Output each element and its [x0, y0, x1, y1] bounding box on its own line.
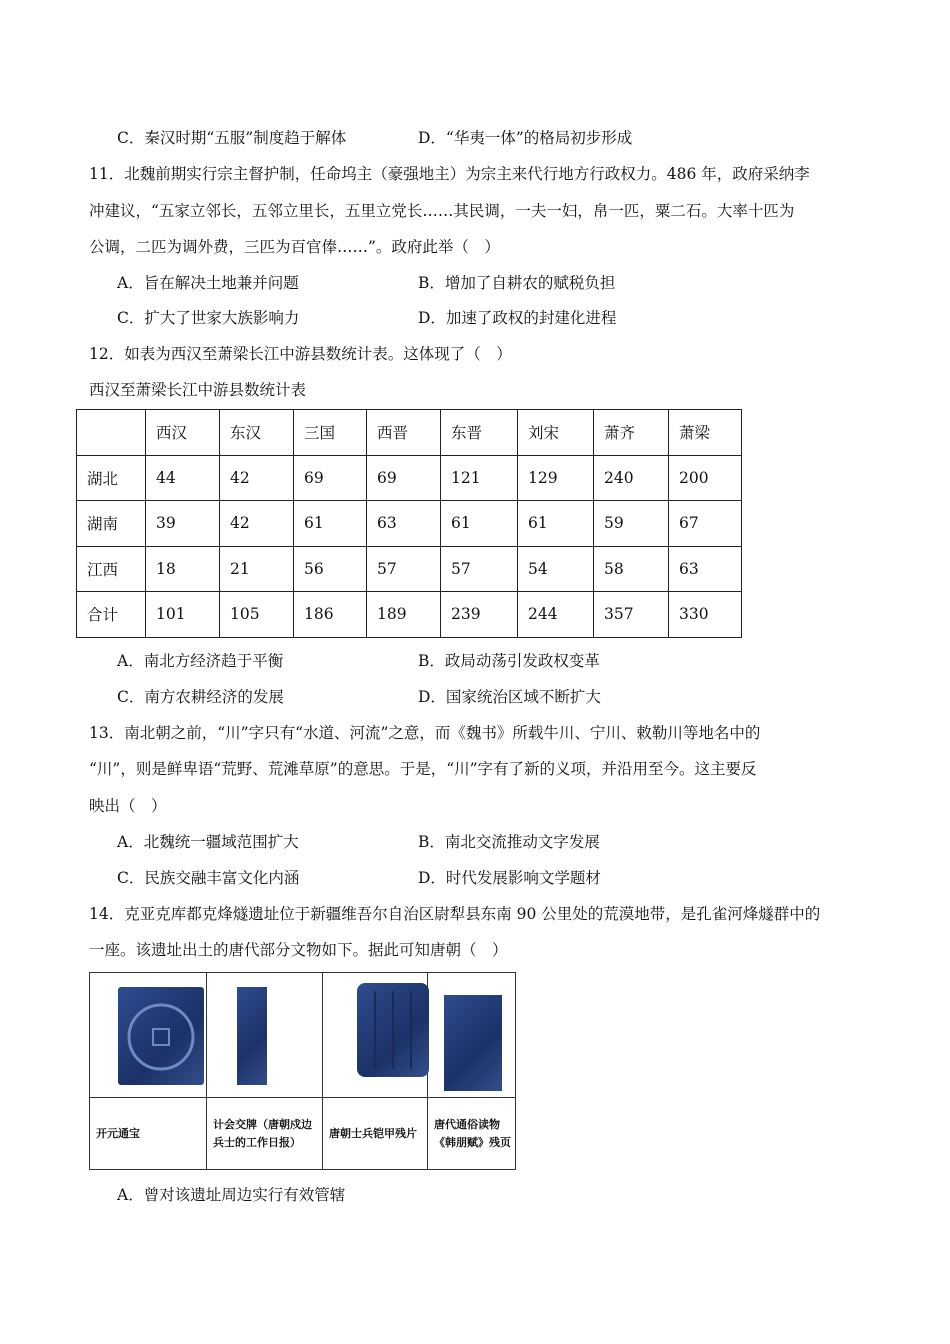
q13-stem-line1: 13．南北朝之前，“川”字只有“水道、河流”之意，而《魏书》所载牛川、宁川、敕勒川等地名中的	[89, 724, 761, 742]
q13-stem-line2: “川”，则是鲜卑语“荒野、荒滩草原”的意思。于是，“川”字有了新的义项，并沿用至今。这主要反	[89, 760, 757, 778]
table-cell: 湖南	[77, 501, 146, 547]
table-cell: 56	[294, 546, 367, 592]
q12-option-b: B．政局动荡引发政权变革	[418, 652, 600, 670]
table-header-cell: 刘宋	[518, 410, 594, 456]
q14-stem-line2: 一座。该遗址出土的唐代部分文物如下。据此可知唐朝（ ）	[89, 941, 508, 959]
q13-stem-line3: 映出（ ）	[89, 797, 167, 815]
table-cell: 39	[146, 501, 220, 547]
table-cell: 189	[367, 592, 441, 638]
table-row	[77, 592, 742, 638]
manuscript-page-image	[444, 995, 502, 1091]
table-cell: 69	[367, 455, 441, 501]
table-row	[77, 501, 742, 547]
q11-option-c: C．扩大了世家大族影响力	[117, 309, 300, 327]
q13-option-b: B．南北交流推动文字发展	[418, 833, 600, 851]
table-cell: 18	[146, 546, 220, 592]
table-cell: 湖北	[77, 455, 146, 501]
q12-stem: 12．如表为西汉至萧梁长江中游县数统计表。这体现了（ ）	[89, 345, 512, 363]
table-cell: 61	[518, 501, 594, 547]
table-header-cell: 东晋	[441, 410, 518, 456]
table-header-cell	[77, 410, 146, 456]
table-header-cell: 西晋	[367, 410, 441, 456]
q12-option-d: D．国家统治区域不断扩大	[418, 688, 601, 706]
table-cell: 239	[441, 592, 518, 638]
table-cell: 330	[669, 592, 742, 638]
table-cell: 合计	[77, 592, 146, 638]
q10-option-d: D．“华夷一体”的格局初步形成	[418, 129, 633, 147]
q11-stem-line2: 冲建议，“五家立邻长，五邻立里长，五里立党长……其民调，一夫一妇，帛一匹，粟二石。大率十匹为	[89, 202, 795, 220]
table-cell: 244	[518, 592, 594, 638]
q10-option-c: C．秦汉时期“五服”制度趋于解体	[117, 129, 347, 147]
table-cell: 59	[594, 501, 669, 547]
q13-option-a: A．北魏统一疆域范围扩大	[117, 833, 299, 851]
coin-icon	[118, 987, 204, 1085]
q11-option-a: A．旨在解决土地兼并问题	[117, 274, 299, 292]
q14-stem-line1: 14．克亚克库都克烽燧遗址位于新疆维吾尔自治区尉犁县东南 90 公里处的荒漠地带，是孔雀河烽燧群中的	[89, 905, 821, 923]
q11-stem-line3: 公调，二匹为调外费，三匹为百官俸……”。政府此举（ ）	[89, 238, 500, 256]
table-cell: 61	[441, 501, 518, 547]
table-row	[77, 455, 742, 501]
table-cell: 42	[220, 455, 294, 501]
q12-option-a: A．南北方经济趋于平衡	[117, 652, 284, 670]
table-cell: 61	[294, 501, 367, 547]
armor-fragment-image	[357, 983, 429, 1077]
caption-armor: 唐朝士兵铠甲残片	[323, 1097, 428, 1169]
table-cell: 357	[594, 592, 669, 638]
table-cell: 67	[669, 501, 742, 547]
table-cell: 69	[294, 455, 367, 501]
kaiyuan-coin-image	[118, 987, 204, 1085]
table-cell: 42	[220, 501, 294, 547]
table-cell: 121	[441, 455, 518, 501]
table-cell: 101	[146, 592, 220, 638]
table-row	[77, 546, 742, 592]
table-header-cell: 三国	[294, 410, 367, 456]
table-cell: 200	[669, 455, 742, 501]
tally-board-image	[237, 987, 267, 1085]
artifact-figure	[89, 972, 516, 1170]
q11-option-b: B．增加了自耕农的赋税负担	[418, 274, 616, 292]
table-cell: 240	[594, 455, 669, 501]
table-cell: 57	[441, 546, 518, 592]
tally-image-cell	[207, 973, 323, 1097]
table-cell: 63	[669, 546, 742, 592]
armor-image-cell	[323, 973, 428, 1097]
caption-manuscript: 唐代通俗读物《韩朋赋》残页	[428, 1097, 515, 1169]
table-cell: 江西	[77, 546, 146, 592]
table-cell: 21	[220, 546, 294, 592]
coin-image-cell	[90, 973, 207, 1097]
table-cell: 129	[518, 455, 594, 501]
table-header-row	[77, 410, 742, 456]
q13-option-d: D．时代发展影响文学题材	[418, 869, 601, 887]
table-header-cell: 西汉	[146, 410, 220, 456]
table-cell: 54	[518, 546, 594, 592]
table-header-cell: 萧梁	[669, 410, 742, 456]
table-header-cell: 东汉	[220, 410, 294, 456]
table-cell: 63	[367, 501, 441, 547]
armor-plates-icon	[357, 983, 429, 1077]
table-cell: 58	[594, 546, 669, 592]
table-cell: 105	[220, 592, 294, 638]
county-stats-table	[76, 409, 742, 638]
table-cell: 57	[367, 546, 441, 592]
q11-stem-line1: 11．北魏前期实行宗主督护制，任命坞主（豪强地主）为宗主来代行地方行政权力。486 年，政府采纳李	[89, 165, 810, 183]
manuscript-image-cell	[428, 973, 515, 1097]
table-cell: 186	[294, 592, 367, 638]
table-header-cell: 萧齐	[594, 410, 669, 456]
table-cell: 44	[146, 455, 220, 501]
caption-coin: 开元通宝	[90, 1097, 207, 1169]
q12-option-c: C．南方农耕经济的发展	[117, 688, 284, 706]
q11-option-d: D．加速了政权的封建化进程	[418, 309, 617, 327]
q14-option-a: A．曾对该遗址周边实行有效管辖	[117, 1186, 346, 1204]
q12-table-title: 西汉至萧梁长江中游县数统计表	[89, 381, 307, 399]
q13-option-c: C．民族交融丰富文化内涵	[117, 869, 300, 887]
caption-tally: 计会交牌（唐朝戍边兵士的工作日报）	[207, 1097, 323, 1169]
